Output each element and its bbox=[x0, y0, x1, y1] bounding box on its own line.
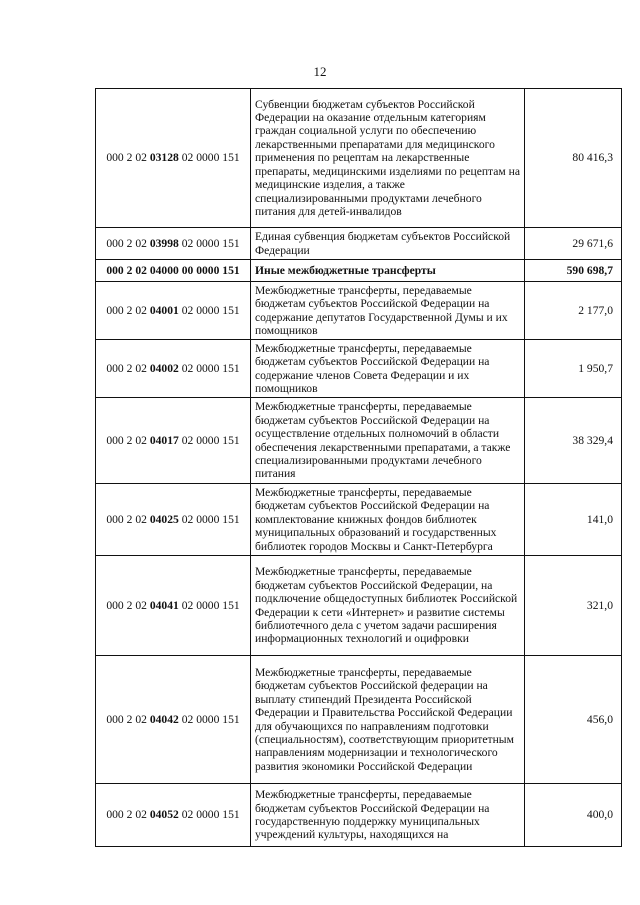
code-main: 03998 bbox=[149, 236, 179, 250]
code-prefix: 000 2 02 bbox=[106, 361, 150, 375]
amount-cell: 456,0 bbox=[525, 656, 622, 784]
amount-cell: 1 950,7 bbox=[525, 340, 622, 398]
description-cell: Межбюджетные трансферты, передаваемые бюджетам субъектов Российской федерации на выплату стипендий Президента Российской Федерации и Правительства Российской Федерации для обучающихся по направлениям подготовки (специальностям), соответствующим приоритетным направлениям модернизации и технологического развития экономики Российской Федерации bbox=[251, 656, 525, 784]
description-cell: Субвенции бюджетам субъектов Российской Федерации на оказание отдельным категориям граждан социальной услуги по обеспечению лекарственными препаратами для медицинского применения по рецептам на лекарственные препараты, медицинскими изделиями по рецептам на медицинские изделия, а также специализированными продуктами лечебного питания для детей-инвалидов bbox=[251, 89, 525, 228]
amount-cell: 80 416,3 bbox=[525, 89, 622, 228]
code-prefix: 000 2 02 bbox=[106, 712, 150, 726]
table-row bbox=[96, 484, 622, 556]
code-suffix: 02 0000 151 bbox=[178, 433, 240, 447]
amount-cell: 38 329,4 bbox=[525, 398, 622, 484]
code-suffix: 02 0000 151 bbox=[178, 303, 240, 317]
amount-cell: 141,0 bbox=[525, 484, 622, 556]
code-main: 04041 bbox=[149, 598, 179, 612]
code-main: 04052 bbox=[149, 808, 179, 822]
budget-code-cell bbox=[96, 398, 251, 484]
amount-cell: 321,0 bbox=[525, 556, 622, 656]
description-cell: Межбюджетные трансферты, передаваемые бюджетам субъектов Российской Федерации на комплектование книжных фондов библиотек муниципальных образований и государственных библиотек городов Москвы и Санкт-Петербурга bbox=[251, 484, 525, 556]
budget-code-cell bbox=[96, 228, 251, 260]
budget-code-cell bbox=[96, 484, 251, 556]
code-suffix: 02 0000 151 bbox=[178, 361, 240, 375]
table-row bbox=[96, 556, 622, 656]
code-suffix: 02 0000 151 bbox=[178, 512, 240, 526]
code-main: 04025 bbox=[149, 512, 179, 526]
budget-code-cell bbox=[96, 260, 251, 282]
code-main: 04017 bbox=[149, 433, 179, 447]
budget-code-cell bbox=[96, 282, 251, 340]
table-row bbox=[96, 398, 622, 484]
code-main: 04002 bbox=[149, 361, 179, 375]
description-cell: Межбюджетные трансферты, передаваемые бюджетам субъектов Российской Федерации на осуществление отдельных полномочий в области обеспечения лекарственными препаратами, а также специализированными продуктами лечебного питания bbox=[251, 398, 525, 484]
code-suffix: 02 0000 151 bbox=[178, 808, 240, 822]
code-prefix: 000 2 02 bbox=[106, 598, 150, 612]
code-suffix: 00 0000 151 bbox=[178, 263, 240, 277]
table-row bbox=[96, 340, 622, 398]
code-main: 03128 bbox=[149, 151, 179, 165]
budget-code-cell bbox=[96, 656, 251, 784]
page-number: 12 bbox=[313, 64, 327, 79]
code-prefix: 000 2 02 bbox=[106, 303, 150, 317]
table-row bbox=[96, 228, 622, 260]
code-suffix: 02 0000 151 bbox=[178, 598, 240, 612]
code-main: 04001 bbox=[149, 303, 179, 317]
code-prefix: 000 2 02 bbox=[106, 808, 150, 822]
table-row-group-total bbox=[96, 260, 622, 282]
budget-code-cell bbox=[96, 556, 251, 656]
description-cell: Межбюджетные трансферты, передаваемые бюджетам субъектов Российской Федерации на содержание членов Совета Федерации и их помощников bbox=[251, 340, 525, 398]
table-row bbox=[96, 89, 622, 228]
table-row bbox=[96, 656, 622, 784]
code-main: 04042 bbox=[149, 712, 179, 726]
code-suffix: 02 0000 151 bbox=[178, 236, 240, 250]
budget-code-cell bbox=[96, 340, 251, 398]
amount-cell: 400,0 bbox=[525, 784, 622, 847]
budget-code-cell bbox=[96, 89, 251, 228]
code-prefix: 000 2 02 bbox=[106, 433, 150, 447]
budget-code-cell bbox=[96, 784, 251, 847]
code-main: 04000 bbox=[149, 263, 179, 277]
code-prefix: 000 2 02 bbox=[106, 151, 150, 165]
amount-cell: 590 698,7 bbox=[525, 260, 622, 282]
code-suffix: 02 0000 151 bbox=[178, 712, 240, 726]
description-cell: Межбюджетные трансферты, передаваемые бюджетам субъектов Российской Федерации, на подключение общедоступных библиотек Российской Федерации к сети «Интернет» и развитие системы библиотечного дела с учетом задачи расширения информационных технологий и оцифровки bbox=[251, 556, 525, 656]
budget-revenue-table bbox=[95, 88, 622, 847]
description-cell: Межбюджетные трансферты, передаваемые бюджетам субъектов Российской Федерации на содержание депутатов Государственной Думы и их помощников bbox=[251, 282, 525, 340]
table-row bbox=[96, 282, 622, 340]
code-prefix: 000 2 02 bbox=[106, 512, 150, 526]
description-cell: Иные межбюджетные трансферты bbox=[251, 260, 525, 282]
code-prefix: 000 2 02 bbox=[106, 263, 150, 277]
amount-cell: 2 177,0 bbox=[525, 282, 622, 340]
amount-cell: 29 671,6 bbox=[525, 228, 622, 260]
code-prefix: 000 2 02 bbox=[106, 236, 150, 250]
description-cell: Единая субвенция бюджетам субъектов Российской Федерации bbox=[251, 228, 525, 260]
code-suffix: 02 0000 151 bbox=[178, 151, 240, 165]
table-row bbox=[96, 784, 622, 847]
description-cell: Межбюджетные трансферты, передаваемые бюджетам субъектов Российской Федерации на государственную поддержку муниципальных учреждений культуры, находящихся на bbox=[251, 784, 525, 847]
